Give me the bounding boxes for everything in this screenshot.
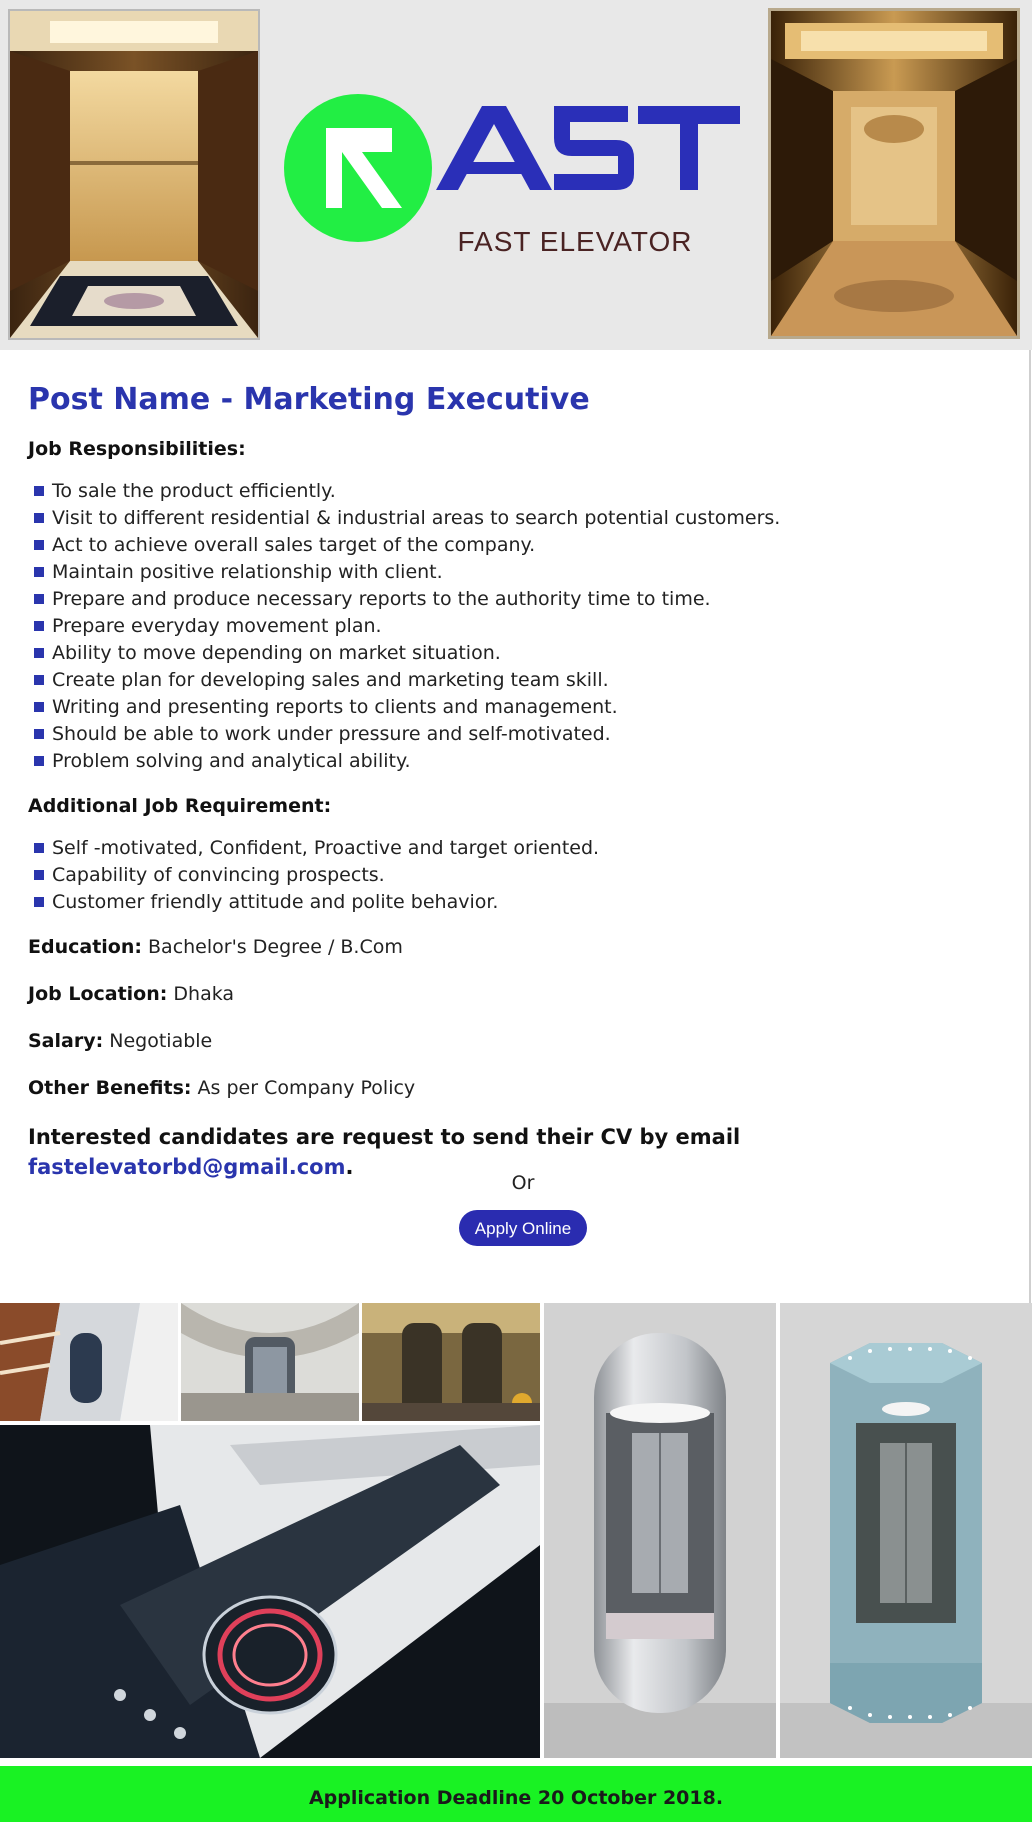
responsibilities-heading: Job Responsibilities: [28,438,246,460]
list-item: Customer friendly attitude and polite behavior. [28,889,1018,916]
bullet-square-icon [34,702,44,712]
bullet-square-icon [34,897,44,907]
building-glass-elevator-photo [0,1303,178,1421]
atrium-elevator-photo [181,1303,359,1421]
logo-subtitle: FAST ELEVATOR [457,226,693,257]
list-item: Prepare and produce necessary reports to the authority time to time. [28,586,1018,613]
job-details [28,372,1018,1246]
bullet-square-icon [34,843,44,853]
list-item: Self -motivated, Confident, Proactive and target oriented. [28,835,1018,862]
list-item: Writing and presenting reports to clients and management. [28,694,1018,721]
bullet-square-icon [34,540,44,550]
list-item: Act to achieve overall sales target of the company. [28,532,1018,559]
apply-online-button[interactable]: Apply Online [459,1210,587,1246]
post-title: Post Name - Marketing Executive [28,382,590,417]
elevator-gold-interior-illustration [771,11,1017,336]
list-item: Should be able to work under pressure and self-motivated. [28,721,1018,748]
vertical-rule [1029,350,1031,1305]
requirements-heading: Additional Job Requirement: [28,795,332,817]
bullet-square-icon [34,756,44,766]
cta-period: . [345,1155,354,1179]
cylindrical-glass-elevator-illustration [544,1303,776,1758]
elevator-photo-gallery [0,1303,1032,1758]
mall-elevator-photo [362,1303,540,1421]
bullet-square-icon [34,870,44,880]
logo-letter-s [554,106,634,190]
education-label: Education: [28,936,142,958]
list-item: Capability of convincing prospects. [28,862,1018,889]
elevator-interior-photo-right [768,8,1020,339]
logo-letter-a [436,106,552,190]
application-deadline: Application Deadline 20 October 2018. [308,1787,724,1809]
logo-letter-t [638,106,740,190]
cta-line [28,1122,1018,1179]
benefits-row [28,1073,1018,1120]
salary-label: Salary: [28,1030,104,1052]
bullet-square-icon [34,648,44,658]
list-item: Problem solving and analytical ability. [28,748,1018,775]
deadline-footer [0,1766,1032,1822]
bullet-square-icon [34,621,44,631]
bullet-square-icon [34,729,44,739]
elevator-interior-photo-left [8,9,260,340]
bullet-square-icon [34,513,44,523]
elevator-interior-illustration [10,11,258,338]
bullet-square-icon [34,486,44,496]
list-item: To sale the product efficiently. [28,478,1018,505]
location-value: Dhaka [173,983,235,1005]
octagonal-glass-elevator-illustration [780,1303,1032,1758]
panoramic-elevator-shaft-photo [0,1425,540,1758]
location-label: Job Location: [28,983,168,1005]
education-row [28,932,1018,979]
salary-value: Negotiable [109,1030,213,1052]
bullet-square-icon [34,675,44,685]
benefits-value: As per Company Policy [197,1077,416,1099]
bullet-square-icon [34,594,44,604]
list-item: Prepare everyday movement plan. [28,613,1018,640]
list-item: Create plan for developing sales and marketing team skill. [28,667,1018,694]
location-row [28,979,1018,1026]
bullet-square-icon [34,567,44,577]
education-value: Bachelor's Degree / B.Com [148,936,403,958]
list-item: Ability to move depending on market situation. [28,640,1018,667]
benefits-label: Other Benefits: [28,1077,192,1099]
list-item: Visit to different residential & industrial areas to search potential customers. [28,505,1018,532]
salary-row [28,1026,1018,1073]
apply-wrap [28,1210,1018,1246]
email-link[interactable]: fastelevatorbd@gmail.com [28,1155,346,1179]
list-item: Maintain positive relationship with client. [28,559,1018,586]
requirements-list [28,835,1018,916]
header-banner [0,0,1032,350]
responsibilities-list [28,478,1018,775]
or-divider-text: Or [511,1172,535,1194]
cta-text: Interested candidates are request to send their CV by email [28,1125,741,1149]
